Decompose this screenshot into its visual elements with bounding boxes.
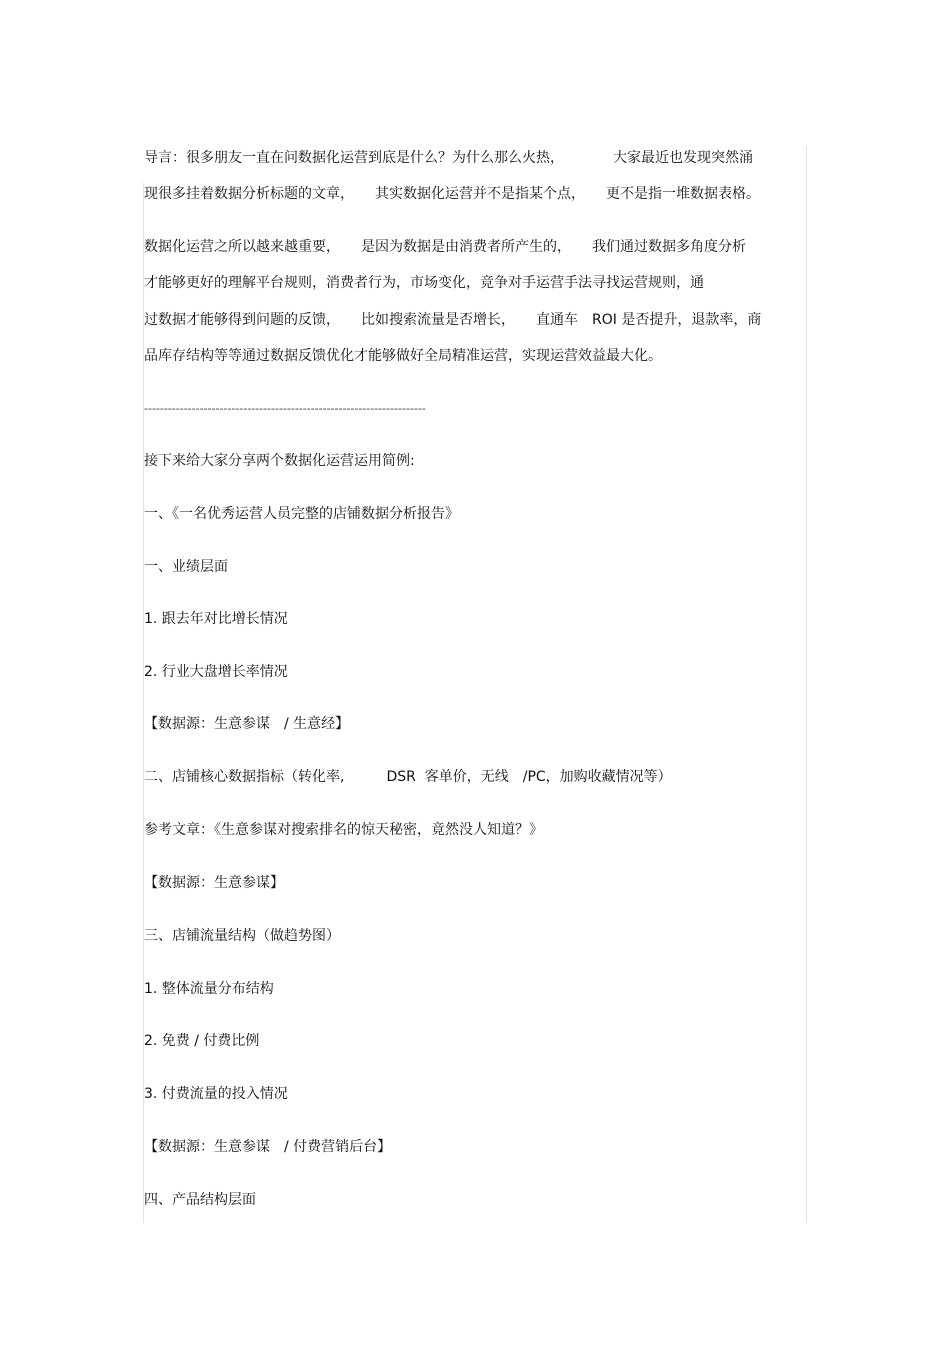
- paragraph-line-3: 过数据才能够得到问题的反馈， 比如搜索流量是否增长， 直通车 ROI 是否提升，退款率，商: [144, 312, 762, 328]
- paragraph-line-4: 品库存结构等等通过数据反馈优化才能够做好全局精准运营，实现运营效益最大化。: [144, 348, 662, 364]
- page-border-right: [806, 146, 807, 1223]
- paragraph-line-2: 才能够更好的理解平台规则，消费者行为，市场变化，竞争对手运营手法寻找运营规则，通: [144, 275, 704, 291]
- section-3-item-1: 1. 整体流量分布结构: [144, 981, 274, 997]
- page-border-left: [143, 183, 144, 1223]
- section-3-item-2: 2. 免费 / 付费比例: [144, 1033, 260, 1049]
- section-3-source: 【数据源：生意参谋 / 付费营销后台】: [144, 1139, 392, 1155]
- section-1-source: 【数据源：生意参谋 / 生意经】: [144, 716, 350, 732]
- cases-intro: 接下来给大家分享两个数据化运营运用简例:: [144, 453, 415, 469]
- dashed-divider: -----------------------------------------------------------------------: [144, 402, 426, 415]
- section-3-item-3: 3. 付费流量的投入情况: [144, 1086, 288, 1102]
- section-1-heading: 一、业绩层面: [144, 559, 228, 575]
- section-2-reference: 参考文章：《生意参谋对搜索排名的惊天秘密，竟然没人知道？》: [144, 822, 543, 838]
- section-1-item-2: 2. 行业大盘增长率情况: [144, 664, 288, 680]
- intro-line-1: 导言：很多朋友一直在问数据化运营到底是什么？为什么那么火热， 大家最近也发现突然涌: [144, 150, 753, 166]
- section-1-item-1: 1. 跟去年对比增长情况: [144, 611, 288, 627]
- case-1-title: 一、《一名优秀运营人员完整的店铺数据分析报告》: [144, 506, 459, 522]
- section-2-heading: 二、店铺核心数据指标（转化率, DSR 客单价，无线 /PC，加购收藏情况等）: [144, 769, 672, 785]
- section-4-heading: 四、产品结构层面: [144, 1192, 256, 1208]
- section-3-heading: 三、店铺流量结构（做趋势图）: [144, 928, 340, 944]
- paragraph-line-1: 数据化运营之所以越来越重要， 是因为数据是由消费者所产生的， 我们通过数据多角度分析: [144, 239, 746, 255]
- section-2-source: 【数据源：生意参谋】: [144, 875, 284, 891]
- intro-line-2: 现很多挂着数据分析标题的文章， 其实数据化运营并不是指某个点， 更不是指一堆数据表格。: [144, 186, 760, 202]
